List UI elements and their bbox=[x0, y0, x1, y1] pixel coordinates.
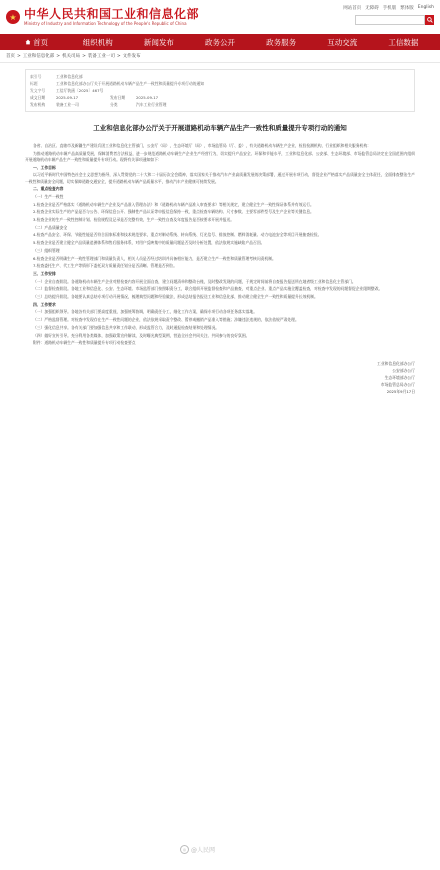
meta-date-label: 成文日期 bbox=[30, 95, 46, 100]
body-paragraph: 附件：道路机动车辆生产一致性和质量提升专项行动检查要点 bbox=[33, 340, 136, 346]
body-paragraph: 6.检查企业是否明确生产一致性管理部门和质量负责人，相关人员是否经过培训并具备相应能力，是否建立生产一致性和质量管理考核问责机制。 bbox=[33, 255, 276, 261]
body-paragraph: （一）企业自查阶段。各道路机动车辆生产企业对照检查内容开展全面自查，建立问题清单和整改台账，及时整改发现的问题，于规定时间前将自查报告报送所在地省级工业和信息化主管部门。 bbox=[33, 278, 356, 284]
site-header bbox=[0, 0, 440, 34]
meta-category-value: 汽车工业行业管理 bbox=[136, 102, 167, 107]
breadcrumb-item-ministry[interactable]: 工业和信息化部 bbox=[22, 54, 55, 59]
tool-link-home[interactable]: 网站首页 bbox=[343, 6, 362, 11]
meta-index bbox=[30, 73, 410, 80]
document-body bbox=[25, 143, 415, 346]
tool-link-mobile[interactable]: 手机版 bbox=[382, 6, 397, 11]
nav-item-organization[interactable]: 组织机构 bbox=[82, 37, 113, 47]
home-icon bbox=[25, 39, 31, 45]
tool-link-english[interactable]: English bbox=[417, 5, 434, 10]
meta-title-value: 工业和信息化部办公厅关于开展道路机动车辆产品生产一致性和质量提升专项行动的通知 bbox=[56, 81, 205, 86]
breadcrumb-separator: > bbox=[17, 53, 21, 59]
body-paragraph: 5.检查企业是否建立健全产品质量追溯体系和售后服务体系，对用户反映集中的质量问题是否及时分析处置，依法依规实施缺陷产品召回。 bbox=[33, 240, 265, 246]
meta-org-label: 发布机构 bbox=[30, 102, 46, 107]
breadcrumb-item-equipment[interactable]: 装备工业一司 bbox=[87, 54, 115, 59]
body-paragraph: （三）总结提升阶段。各地要认真总结专项行动开展情况，梳理典型问题和经验做法，形成总结报告报送工业和信息化部，推动建立健全生产一致性和质量提升长效机制。 bbox=[33, 294, 318, 300]
section-heading: 二、重点检查内容 bbox=[33, 186, 64, 192]
national-emblem-icon: ★ bbox=[6, 10, 20, 24]
meta-title-label: 标题 bbox=[30, 81, 38, 86]
tool-link-accessibility[interactable]: 无障碍 bbox=[365, 6, 379, 11]
document-title: 工业和信息化部办公厅关于开展道路机动车辆产品生产一致性和质量提升专项行动的通知 bbox=[93, 124, 347, 132]
search-input[interactable] bbox=[355, 15, 425, 25]
meta-org-value: 装备工业一司 bbox=[56, 102, 79, 107]
site-title[interactable] bbox=[24, 8, 199, 26]
section-heading: 四、工作要求 bbox=[33, 301, 56, 307]
body-paragraph: （二）监督检查阶段。各地工业和信息化、公安、生态环境、市场监管部门按照职责分工，联合组织开展监督检查和产品抽查，对重点企业、重点产品实施全覆盖检查，对检查中发现的问题督促企业限期整改。 bbox=[33, 286, 383, 292]
body-paragraph: （四）做好宣传引导。充分利用各类媒体，加强政策宣传解读，及时曝光典型案例，营造全社会共同关注、共同参与的良好氛围。 bbox=[33, 332, 250, 338]
nav-item-interaction[interactable]: 互动交流 bbox=[327, 37, 358, 47]
meta-docno-value: 工信厅装函〔2025〕467号 bbox=[56, 88, 104, 93]
breadcrumb-item-departments[interactable]: 机关司局 bbox=[62, 54, 81, 59]
nav-item-gov-affairs[interactable]: 政务公开 bbox=[204, 37, 235, 47]
subsection-heading: （二）产品质量安全 bbox=[33, 224, 68, 230]
meta-docno-label: 发文字号 bbox=[30, 88, 46, 93]
weibo-icon: ◎ bbox=[180, 845, 189, 854]
tool-link-traditional[interactable]: 繁体版 bbox=[400, 6, 414, 11]
section-heading: 三、工作安排 bbox=[33, 270, 56, 276]
nav-item-services[interactable]: 政务服务 bbox=[266, 37, 297, 47]
body-paragraph: （三）强化信息共享。各有关部门要加强信息共享和工作联动，形成监管合力，及时通报检查结果和处理情况。 bbox=[33, 324, 220, 330]
body-paragraph: 3.检查企业的生产一致性控制计划、检验规程及记录是否完整有效，生产一致性自查及年度报告是否按要求开展并报送。 bbox=[33, 217, 235, 223]
meta-pubdate-value: 2025-09-17 bbox=[136, 95, 159, 100]
signature-line: 公安部办公厅 bbox=[392, 368, 415, 374]
signature-line: 生态环境部办公厅 bbox=[384, 375, 415, 381]
subsection-heading: （一）生产一致性 bbox=[33, 193, 64, 199]
watermark bbox=[180, 845, 215, 854]
breadcrumb-separator: > bbox=[56, 53, 61, 59]
breadcrumb-separator: > bbox=[116, 53, 121, 59]
main-nav bbox=[0, 34, 440, 50]
body-paragraph: 各省、自治区、直辖市及新疆生产建设兵团工业和信息化主管部门，公安厅（局），生态环境厅（局），市场监管局（厅、委），有关道路机动车辆生产企业，检验检测机构，行业组织和相关服务机构： bbox=[33, 143, 371, 148]
body-paragraph: （二）严格监督管理。对检查中发现存在生产一致性问题的企业，依法依规采取责令整改、暂停或撤销产品准入等措施；涉嫌违法违规的，依法依规严肃处理。 bbox=[33, 317, 299, 323]
meta-index-value: 工业和信息化部 bbox=[56, 74, 83, 79]
meta-date-value: 2025-09-17 bbox=[56, 95, 79, 100]
body-paragraph: 4.检查产品安全、环保、节能性能是否符合国家标准和技术规范要求，重点对制动系统、转向系统、灯光信号、排放控制、燃料消耗量、动力电池安全等项目开展抽查检验。 bbox=[33, 232, 322, 238]
signature-date: 2025年9月17日 bbox=[386, 389, 415, 395]
body-paragraph: 以习近平新时代中国特色社会主义思想为指导，深入贯彻党的二十大和二十届历次全会精神，落实国家关于推动汽车产业高质量发展的决策部署，通过开展专项行动，督促企业严格落实产品质量安全主体责任，全面排查整治生产一致性和质量安全问题，切实保障道路交通安全，提升道路机动车辆产品质量水平，推动汽车产业健康可持续发展。 bbox=[25, 172, 415, 184]
breadcrumb-home[interactable]: 首页 bbox=[6, 54, 15, 59]
signature-line: 工业和信息化部办公厅 bbox=[377, 361, 415, 367]
body-paragraph: 2.检查企业实际生产的产品是否与公告、环保信息公开、强制性产品认证等申报信息保持一致，重点检查车辆结构、尺寸参数、主要零部件型号及生产企业等关键信息。 bbox=[33, 209, 314, 215]
section-heading: 一、工作目标 bbox=[33, 164, 56, 170]
meta-org bbox=[30, 101, 410, 108]
search-button[interactable] bbox=[425, 15, 434, 25]
meta-docno bbox=[30, 87, 410, 94]
body-paragraph: 1.检查企业是否严格落实《道路机动车辆生产企业及产品准入管理办法》和《道路机动车辆产品准入审查要求》等相关规定，建立健全生产一致性保证体系并有效运行。 bbox=[33, 201, 314, 207]
search-icon bbox=[427, 17, 433, 23]
header-tools bbox=[343, 5, 434, 11]
search-bar bbox=[355, 15, 434, 25]
nav-label-home: 首页 bbox=[33, 37, 49, 47]
meta-dates bbox=[30, 94, 410, 101]
nav-item-home[interactable] bbox=[6, 37, 67, 48]
body-paragraph: （一）加强组织领导。各地各有关部门要高度重视，加强统筹协调，明确责任分工，细化工作方案，确保专项行动各项任务落实落地。 bbox=[33, 309, 258, 315]
meta-category-label: 分类 bbox=[110, 102, 118, 107]
nav-item-news[interactable]: 新闻发布 bbox=[143, 37, 174, 47]
document-meta bbox=[25, 69, 415, 112]
breadcrumb-separator: > bbox=[82, 53, 86, 59]
meta-title bbox=[30, 80, 410, 87]
signature-line: 市场监管总局办公厅 bbox=[380, 382, 415, 388]
body-paragraph: 7.检查委托生产、代工生产等情形下委托双方质量责任划分是否清晰、管理是否到位。 bbox=[33, 263, 178, 269]
site-title-cn: 中华人民共和国工业和信息化部 bbox=[24, 7, 200, 21]
site-title-en: Ministry of Industry and Information Technology of the People's Republic of China bbox=[24, 21, 187, 26]
subsection-heading: （三）组织管理 bbox=[33, 247, 60, 253]
meta-index-label: 索引号 bbox=[30, 74, 42, 79]
nav-item-data[interactable]: 工信数据 bbox=[388, 37, 419, 47]
breadcrumb-item-documents[interactable]: 文件发布 bbox=[122, 54, 141, 59]
watermark-text: @人民网 bbox=[191, 847, 216, 854]
body-paragraph: 为推动道路机动车辆产品高质量发展，保障消费者合法权益，进一步规范道路机动车辆生产企业生产经营行为，切实提升产品安全、环保和节能水平，工业和信息化部、公安部、生态环境部、市场监管总局决定在全国范围内组织开展道路机动车辆产品生产一致性和质量提升专项行动。现将有关事项通知如下： bbox=[25, 150, 415, 162]
breadcrumb bbox=[0, 50, 440, 63]
meta-pubdate-label: 发布日期 bbox=[110, 95, 126, 100]
document-signature bbox=[25, 360, 415, 395]
